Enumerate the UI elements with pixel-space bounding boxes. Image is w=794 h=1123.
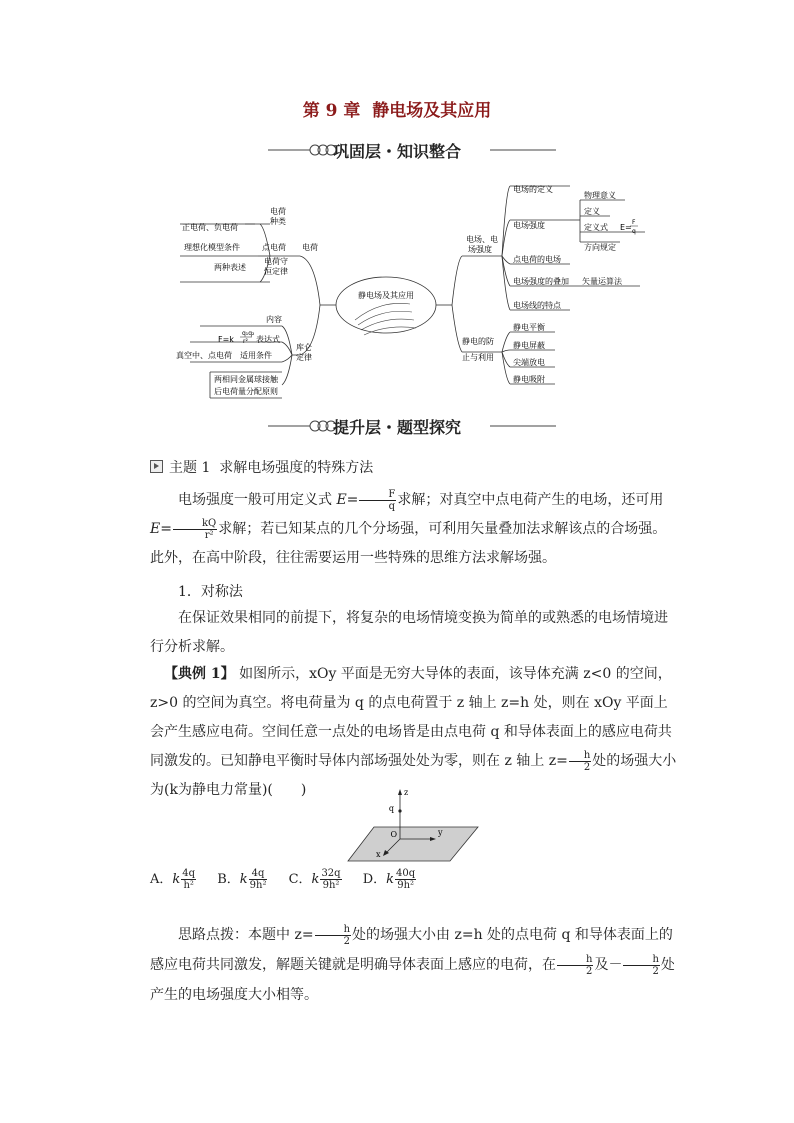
node-sphere-1: 两相同金属球接触 xyxy=(214,375,278,384)
def-formula-den: q xyxy=(632,228,636,235)
node-coulomb-2: 定律 xyxy=(296,353,312,362)
mind-map xyxy=(170,180,650,400)
node-point-discharge: 尖端放电 xyxy=(513,358,545,367)
example-tag: 【典例 1】 xyxy=(164,666,235,682)
conductor-plane-figure xyxy=(340,785,490,865)
example-frac-num: h xyxy=(569,750,591,762)
hint-d: 处产生的电场强度大小相等。 xyxy=(150,957,675,1003)
topic-label: 主题 1 xyxy=(169,460,211,476)
chapter-number: 第 9 章 xyxy=(302,101,361,121)
f2-num: kQ xyxy=(173,518,217,530)
paragraph-intro xyxy=(150,486,680,573)
option-c-k: k xyxy=(311,872,320,887)
f2-lhs: E= xyxy=(150,521,172,537)
f1-lhs: E= xyxy=(336,492,359,508)
node-charge-kinds-1: 电荷 xyxy=(270,207,286,216)
node-two-statements: 两种表述 xyxy=(214,263,246,272)
label-x: x xyxy=(376,850,381,859)
coulomb-formula-num: q₁q₂ xyxy=(242,330,255,337)
node-field-1: 电场、电 xyxy=(466,235,498,244)
example-frac-den: 2 xyxy=(583,761,591,773)
node-point-charge: 点电荷 xyxy=(262,243,286,252)
hint-frac2-num: h xyxy=(557,954,593,966)
label-q: q xyxy=(388,804,394,813)
f1-den: q xyxy=(388,500,396,512)
option-d-den: 9h² xyxy=(397,880,415,891)
node-content: 内容 xyxy=(266,315,282,324)
node-def-formula: 定义式 xyxy=(584,223,608,232)
formula-point-charge xyxy=(150,517,218,541)
node-definition: 定义 xyxy=(584,207,600,216)
node-conditions: 适用条件 xyxy=(240,351,272,360)
option-b-label: B． xyxy=(217,872,240,887)
hint-b: 处的场强大小由 z=h 处的点电荷 q 和导体表面上的感应电荷共同激发，解题关键就是明确导体表面上感应的电荷，在 xyxy=(150,927,673,973)
option-d-label: D． xyxy=(362,872,387,887)
option-a-den: h² xyxy=(183,880,194,891)
play-icon xyxy=(150,460,163,473)
node-vacuum-point: 真空中、点电荷 xyxy=(176,351,232,360)
section-header-improvement xyxy=(0,414,794,438)
hint-a: 思路点拨：本题中 z= xyxy=(178,927,314,943)
node-field-intensity: 电场强度 xyxy=(513,221,545,230)
node-adsorption: 静电吸附 xyxy=(513,375,545,384)
f2-den: r² xyxy=(204,529,214,541)
option-a-num: 4q xyxy=(182,868,196,879)
node-charge: 电荷 xyxy=(302,243,318,252)
node-field-2: 场强度 xyxy=(468,245,492,254)
p1-c: 求解； xyxy=(218,521,261,537)
node-field-definition: 电场的定义 xyxy=(513,185,553,194)
node-charge-kinds-left: 正电荷、负电荷 xyxy=(182,223,238,232)
chapter-name: 静电场及其应用 xyxy=(372,101,492,121)
node-sphere-2: 后电荷量分配原则 xyxy=(214,387,278,396)
node-coulomb-1: 库仑 xyxy=(296,343,312,352)
option-a[interactable] xyxy=(150,868,197,891)
option-c[interactable] xyxy=(288,868,343,891)
p1-a: 电场强度一般可用定义式 xyxy=(178,492,337,508)
f1-num: F xyxy=(359,489,396,501)
p1-d: 若已知某点的几个分场强，可利用矢量叠加法求解该点的合场强。此外，在高中阶段，往往需要运用一些特殊的思维方法求解场强。 xyxy=(150,521,667,566)
node-charge-kinds-2: 种类 xyxy=(270,217,286,226)
example-text-2: 处的场强大小为(k为静电力常量)( ) xyxy=(150,753,677,798)
label-z: z xyxy=(404,788,409,797)
option-c-num: 32q xyxy=(321,868,341,879)
option-a-k: k xyxy=(172,872,181,887)
example-1 xyxy=(150,660,680,805)
section-title: 巩固层・知识整合 xyxy=(332,142,461,161)
node-field-lines: 电场线的特点 xyxy=(513,301,561,310)
option-b-k: k xyxy=(239,872,248,887)
node-static-2: 止与利用 xyxy=(462,353,494,362)
option-d-k: k xyxy=(386,872,395,887)
paragraph-symmetry: 在保证效果相同的前提下，将复杂的电场情境变换为简单的或熟悉的电场情境进行分析求解。 xyxy=(150,610,668,655)
node-physical-meaning: 物理意义 xyxy=(584,191,616,200)
hint-frac3-den: 2 xyxy=(652,965,659,977)
hint-frac2-den: 2 xyxy=(586,965,593,977)
method-heading: 1．对称法 xyxy=(178,584,243,600)
p1-b: 求解；对真空中点电荷产生的电场，还可用 xyxy=(397,492,664,508)
option-a-label: A． xyxy=(150,872,173,887)
option-b[interactable] xyxy=(217,868,268,891)
coulomb-formula-prefix: F=k xyxy=(218,335,234,344)
hint-frac3-num: h xyxy=(623,954,659,966)
node-direction-rule: 方向规定 xyxy=(584,243,616,252)
node-point-field: 点电荷的电场 xyxy=(513,255,561,264)
node-static-equilibrium: 静电平衡 xyxy=(513,323,545,332)
node-expression: 表达式 xyxy=(256,335,280,344)
hint-c: 及－ xyxy=(594,957,623,973)
label-o: O xyxy=(390,830,397,839)
option-b-den: 9h² xyxy=(249,880,267,891)
node-superposition-note: 矢量运算法 xyxy=(582,277,622,286)
hint-frac1-num: h xyxy=(315,924,351,936)
def-formula-prefix: E= xyxy=(620,223,632,232)
node-superposition: 电场强度的叠加 xyxy=(513,277,569,286)
section-header-consolidation xyxy=(0,138,794,162)
option-d-num: 40q xyxy=(396,868,416,879)
node-shielding: 静电屏蔽 xyxy=(513,341,545,350)
option-c-den: 9h² xyxy=(322,880,340,891)
option-d[interactable] xyxy=(362,868,417,891)
node-ideal-model: 理想化模型条件 xyxy=(184,243,240,252)
label-y: y xyxy=(438,828,443,837)
hint-paragraph xyxy=(150,920,680,1010)
node-static-1: 静电的防 xyxy=(462,337,494,346)
node-conservation-1: 电荷守 xyxy=(264,257,288,266)
def-formula-num: F xyxy=(632,219,636,226)
option-b-num: 4q xyxy=(249,868,268,880)
option-c-label: C． xyxy=(288,872,312,887)
topic-heading xyxy=(150,457,373,477)
hint-frac1-den: 2 xyxy=(343,935,350,947)
node-conservation-2: 恒定律 xyxy=(264,267,288,276)
formula-definition xyxy=(336,488,397,512)
answer-options xyxy=(150,868,433,891)
page-title xyxy=(0,96,794,121)
topic-title: 求解电场强度的特殊方法 xyxy=(219,460,374,476)
mind-map-center-label: 静电场及其应用 xyxy=(358,291,414,300)
example-text-1: 如图所示，xOy 平面是无穷大导体的表面，该导体充满 z<0 的空间，z>0 的空间为真空。将电荷量为 q 的点电荷置于 z 轴上 z=h 处，则在 xOy 平面上会产生感应电荷。空间任意一点处的电场皆是由点电荷 q 和导体表面上的感应电荷共同激发的。已知静电平衡时导体内部场强处处为零，则在 z 轴上 z= xyxy=(150,666,672,769)
coulomb-formula-den: r² xyxy=(243,338,248,345)
section-title: 提升层・题型探究 xyxy=(332,418,461,437)
